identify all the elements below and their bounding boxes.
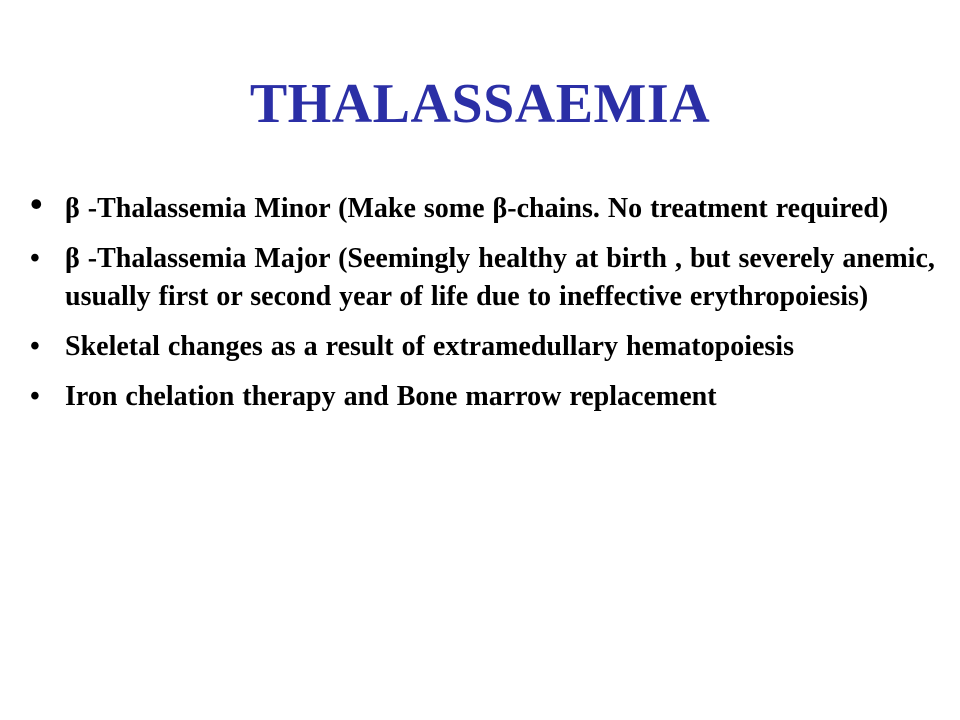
bullet-text: Iron chelation therapy and Bone marrow replacement: [65, 381, 717, 412]
bullet-text: β -Thalassemia Major (Seemingly healthy at birth , but severely anemic, usually first or second year of life due to ineffective erythropoiesis): [65, 243, 935, 312]
bullet-item-beta-major: [30, 240, 955, 316]
slide-title: THALASSAEMIA: [249, 73, 711, 135]
bullet-icon: •: [30, 331, 40, 362]
bullet-item-iron-chelation: [30, 378, 955, 416]
bullet-item-skeletal-changes: [30, 328, 955, 366]
bullet-text: β -Thalassemia Minor (Make some β-chains. No treatment required): [65, 193, 889, 224]
bullet-icon: •: [30, 381, 40, 412]
bullet-text: Skeletal changes as a result of extramedullary hematopoiesis: [65, 331, 794, 362]
bullet-icon: •: [30, 184, 43, 224]
bullet-list: [30, 184, 955, 428]
bullet-icon: •: [30, 243, 40, 274]
bullet-item-beta-minor: [30, 184, 955, 228]
